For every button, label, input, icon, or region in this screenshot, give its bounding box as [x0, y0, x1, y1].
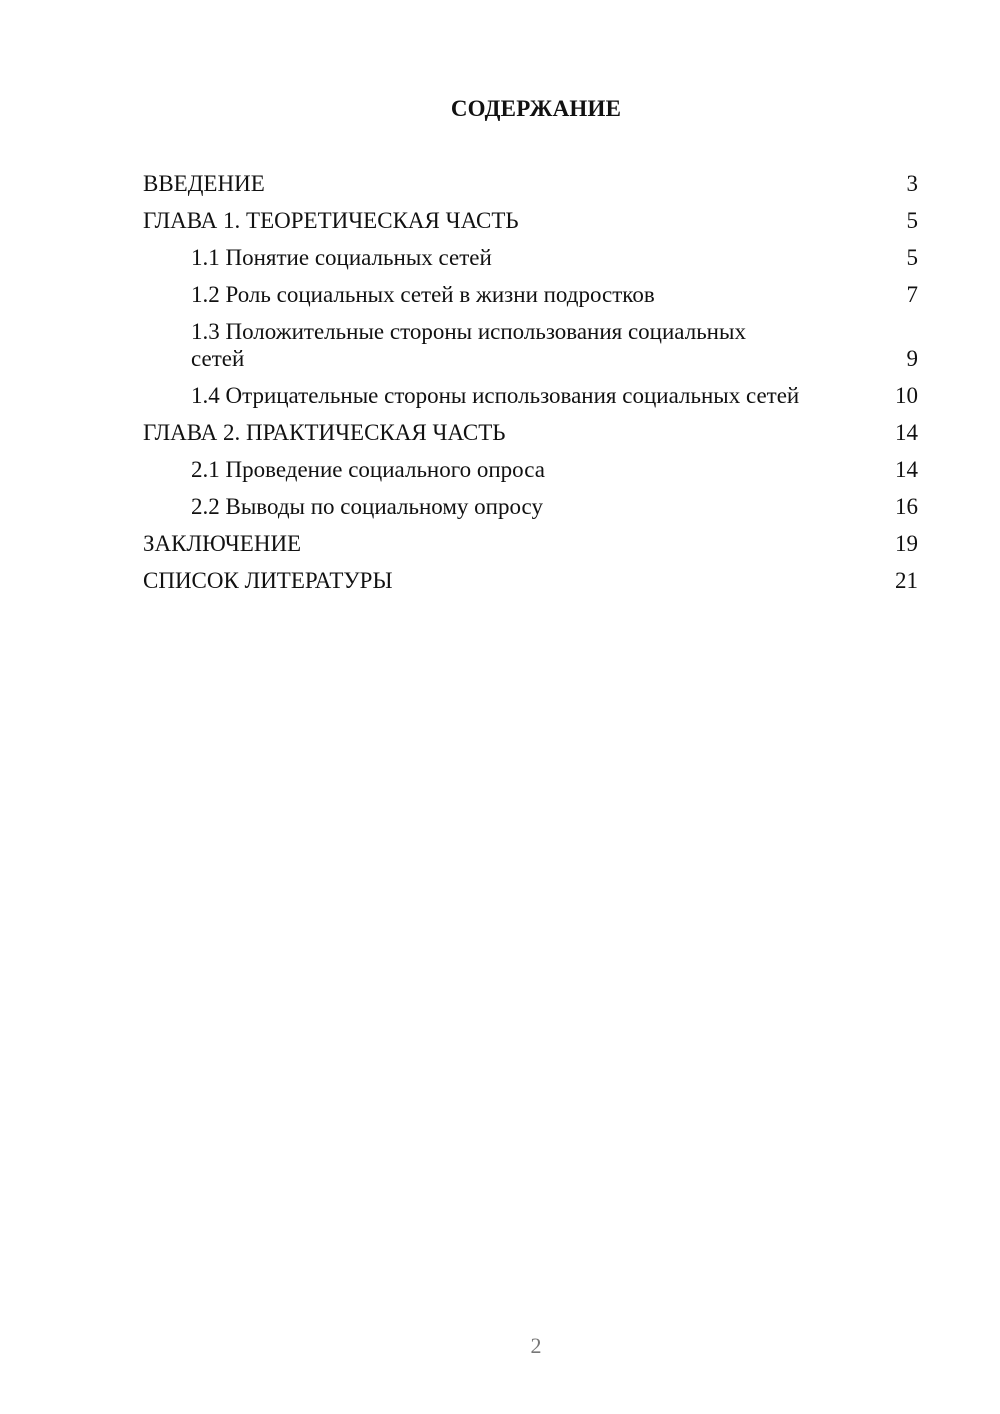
toc-entry-page: 16: [895, 494, 918, 519]
toc-entry-label: ГЛАВА 1. ТЕОРЕТИЧЕСКАЯ ЧАСТЬ: [143, 208, 519, 233]
toc-entry-page: 21: [895, 568, 918, 593]
toc-entry-label: 1.2 Роль социальных сетей в жизни подростков: [191, 282, 655, 307]
toc-entry-label: ВВЕДЕНИЕ: [143, 171, 265, 196]
toc-entry-page: 5: [906, 245, 918, 270]
page-number: 2: [530, 1333, 542, 1358]
toc-entry-section-2-2[interactable]: [143, 493, 918, 520]
toc-entry-section-1-2[interactable]: [143, 281, 918, 308]
toc-entry-chapter-2[interactable]: [143, 419, 918, 446]
toc-entry-label: 1.3 Положительные стороны использования социальных сетей: [191, 319, 746, 371]
toc-entry-references[interactable]: [143, 567, 918, 594]
toc-entry-section-2-1[interactable]: [143, 456, 918, 483]
toc-entry-label: 1.4 Отрицательные стороны использования социальных сетей: [191, 383, 800, 408]
page-title: СОДЕРЖАНИЕ: [450, 96, 622, 121]
toc-entry-section-1-1[interactable]: [143, 244, 918, 271]
toc-entry-page: 19: [895, 531, 918, 556]
toc-entry-page: 10: [895, 383, 918, 408]
toc-entry-chapter-1[interactable]: [143, 207, 918, 234]
toc-entry-label: ГЛАВА 2. ПРАКТИЧЕСКАЯ ЧАСТЬ: [143, 420, 506, 445]
toc-entry-label: СПИСОК ЛИТЕРАТУРЫ: [143, 568, 393, 593]
toc-entry-label: 2.1 Проведение социального опроса: [191, 457, 545, 482]
toc-entry-label: 1.1 Понятие социальных сетей: [191, 245, 492, 270]
toc-entry-page: 5: [906, 208, 918, 233]
toc-entry-page: 14: [895, 457, 918, 482]
toc-entry-page: 14: [895, 420, 918, 445]
toc-entry-label: ЗАКЛЮЧЕНИЕ: [143, 531, 302, 556]
toc-entry-section-1-3[interactable]: [143, 318, 918, 372]
toc-entry-page: 7: [906, 282, 918, 307]
toc-entry-page: 3: [906, 171, 918, 196]
table-of-contents: [143, 170, 918, 604]
toc-entry-introduction[interactable]: [143, 170, 918, 197]
toc-entry-conclusion[interactable]: [143, 530, 918, 557]
toc-entry-label: 2.2 Выводы по социальному опросу: [191, 494, 543, 519]
toc-entry-section-1-4[interactable]: [143, 382, 918, 409]
toc-entry-page: 9: [906, 346, 918, 371]
